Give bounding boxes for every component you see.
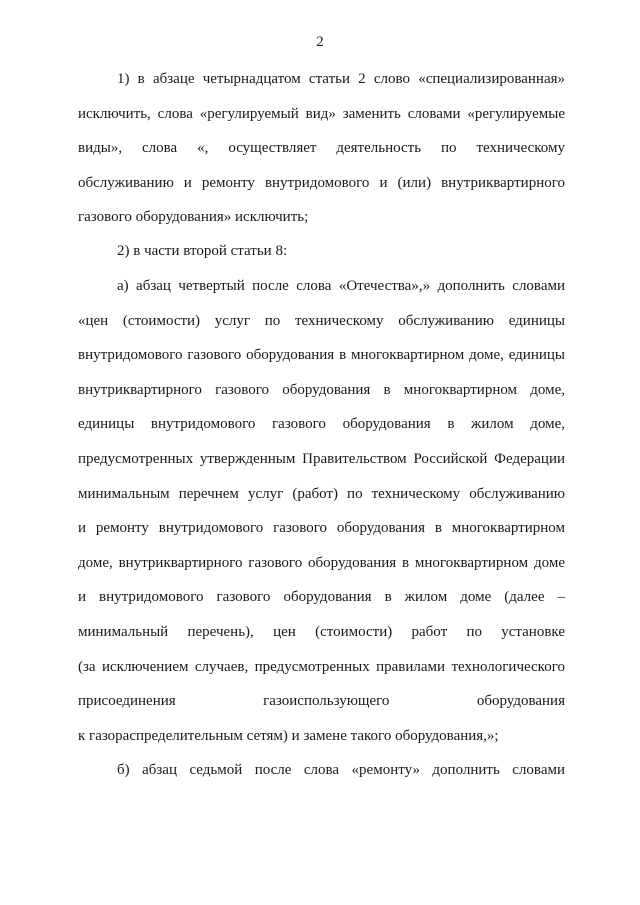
text-line: а) абзац четвертый после слова «Отечества»,» дополнить словами [117,278,565,294]
text-line: (за исключением случаев, предусмотренных правилами технологического [78,658,565,675]
text-line: предусмотренных утвержденным Правительством Российской Федерации [78,450,565,467]
text-line: минимальным перечнем услуг (работ) по техническому обслуживанию [78,485,565,502]
text-line: присоединения газоиспользующего оборудования [78,693,565,710]
text-line: газового оборудования» исключить; [78,209,309,226]
text-line: 2) в части второй статьи 8: [117,243,288,259]
text-line: б) абзац седьмой после слова «ремонту» дополнить словами [117,762,565,778]
paragraph-item-2a [78,269,565,753]
text-line: и ремонту внутридомового газового оборудования в многоквартирном [78,520,565,537]
text-line: 1) в абзаце четырнадцатом статьи 2 слово «специализированная» [117,71,565,87]
text-line: минимальный перечень), цен (стоимости) работ по установке [78,623,565,640]
paragraph-item-1 [78,62,565,235]
text-line: внутриквартирного газового оборудования в многоквартирном доме, [78,381,565,398]
paragraph-item-2 [78,234,565,269]
text-line: доме, внутриквартирного газового оборудования в многоквартирном доме [78,554,565,571]
text-line: единицы внутридомового газового оборудования в жилом доме, [78,416,565,433]
paragraph-item-2b [78,753,565,788]
text-line: внутридомового газового оборудования в многоквартирном доме, единицы [78,347,565,364]
text-line: исключить, слова «регулируемый вид» заменить словами «регулируемые [78,105,565,122]
text-line: «цен (стоимости) услуг по техническому обслуживанию единицы [78,312,565,329]
text-line: обслуживанию и ремонту внутридомового и (или) внутриквартирного [78,174,565,191]
text-line: к газораспределительным сетям) и замене такого оборудования,»; [78,727,499,744]
page-number: 2 [316,34,324,50]
text-line: виды», слова «, осуществляет деятельность по техническому [78,140,565,157]
text-line: и внутридомового газового оборудования в жилом доме (далее – [78,589,565,606]
